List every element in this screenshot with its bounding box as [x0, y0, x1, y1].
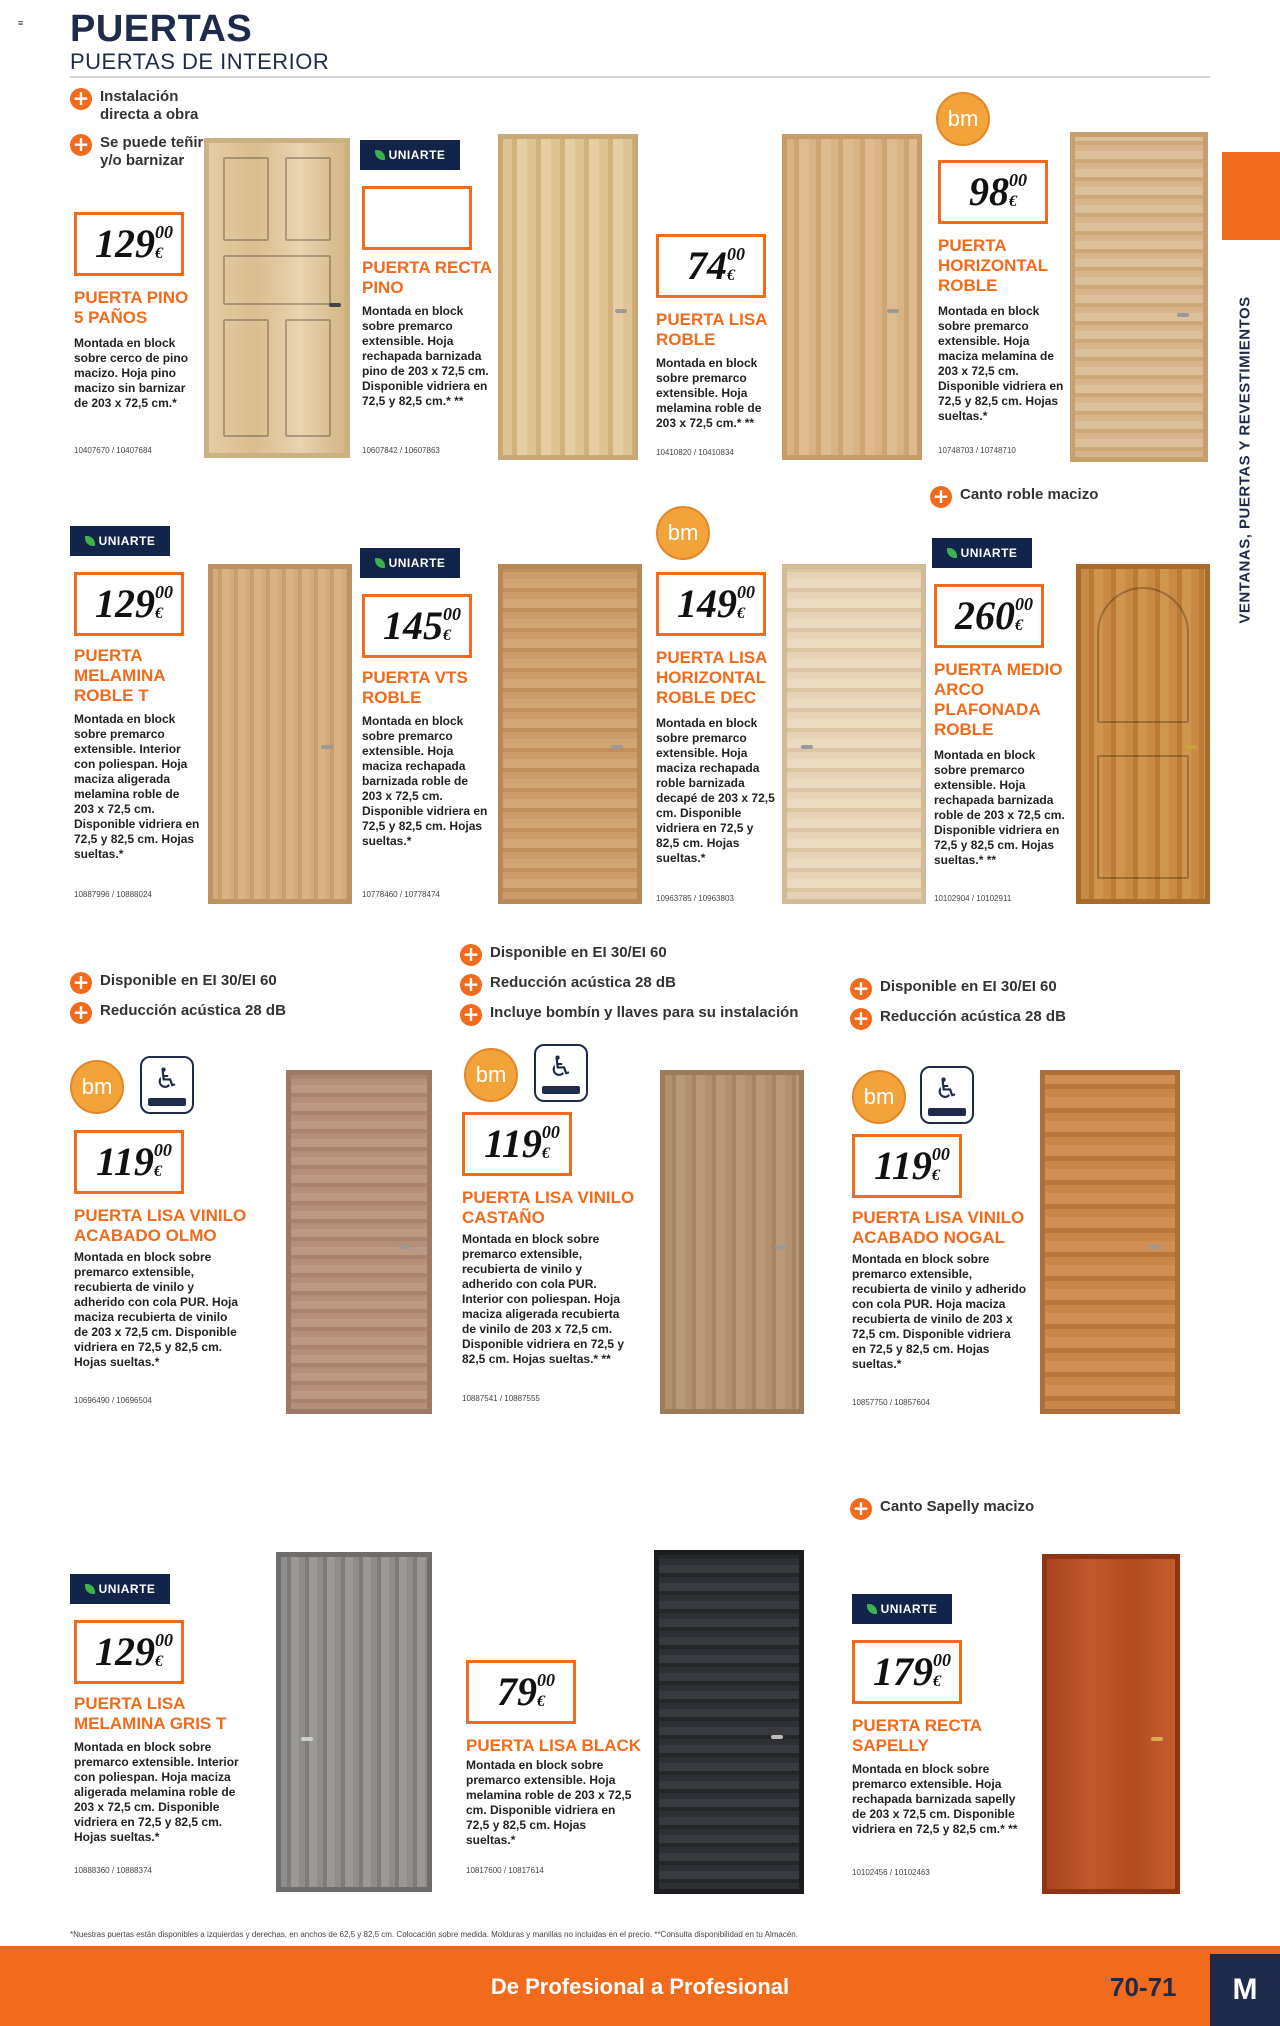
- price-tag: 129 00 €: [74, 1620, 184, 1684]
- door-image-gris: [276, 1552, 432, 1892]
- door-image-lisa-roble: [782, 134, 922, 460]
- price-tag-empty: [362, 186, 472, 250]
- feature-acoustic: + Reducción acústica 28 dB: [460, 974, 820, 996]
- plus-icon: +: [850, 1498, 872, 1520]
- door-panel: [223, 255, 331, 305]
- plus-icon: +: [460, 974, 482, 996]
- price-tag: 119 00 €: [462, 1112, 572, 1176]
- bm-badge: bm: [656, 506, 710, 560]
- product-title: PUERTA LISA VINILO ACABADO OLMO: [74, 1206, 247, 1245]
- page-title: PUERTAS: [70, 8, 253, 50]
- product-reference: 10102456 / 10102463: [852, 1868, 930, 1877]
- door-handle: [1151, 1737, 1163, 1741]
- bm-badge: bm: [852, 1070, 906, 1124]
- feature-instalacion: + Instalación directa a obra: [70, 88, 210, 124]
- product-description: Montada en block sobre premarco extensible, recubierta de vinilo y adherido con cola PUR. Hoja maciza recubierta de vinilo de 203 x 72,5 cm. Disponible vidriera en 72,5 y 82,5 cm. Hojas sueltas.*: [74, 1250, 239, 1369]
- product-title: PUERTA PINO 5 PAÑOS: [74, 288, 189, 327]
- door-image-nogal: [1040, 1070, 1180, 1414]
- door-handle: [801, 745, 813, 749]
- door-image-castano: [660, 1070, 804, 1414]
- product-description: Montada en block sobre premarco extensible. Hoja melamina roble de 203 x 72,5 cm.* **: [656, 356, 762, 430]
- door-panel: [223, 157, 269, 241]
- product-description: Montada en block sobre premarco extensible. Hoja rechapada barnizada pino de 203 x 72,5 cm. Disponible vidriera en 72,5 y 82,5 cm.* **: [362, 304, 489, 408]
- store-logo: M: [1210, 1954, 1280, 2026]
- feature-lock-included: + Incluye bombín y llaves para su instalación: [460, 1004, 820, 1026]
- door-handle: [1185, 745, 1197, 749]
- bm-badge: bm: [70, 1060, 124, 1114]
- plus-icon: +: [70, 88, 92, 110]
- uniarte-badge: UNIARTE: [70, 526, 170, 556]
- product-title: PUERTA VTS ROBLE: [362, 668, 468, 707]
- product-reference: 10407670 / 10407684: [74, 446, 152, 455]
- feature-fire-rating: + Disponible en EI 30/EI 60: [850, 978, 1110, 1000]
- plus-icon: +: [850, 978, 872, 1000]
- page-footer: [0, 1946, 1280, 2026]
- product-description: Montada en block sobre cerco de pino macizo. Hoja pino macizo sin barnizar de 203 x 72,5 cm.*: [74, 336, 189, 410]
- door-handle: [1149, 1245, 1161, 1249]
- plus-icon: +: [70, 972, 92, 994]
- product-description: Montada en block sobre premarco extensible. Interior con poliespan. Hoja maciza aligerada melamina roble de 203 x 72,5 cm. Disponible vidriera en 72,5 y 82,5 cm. Hojas sueltas.*: [74, 712, 200, 861]
- door-panel: [285, 319, 331, 437]
- door-image-melamina-roble: [208, 564, 352, 904]
- door-image-horizontal-roble: [1070, 132, 1208, 462]
- door-image-pino: [204, 138, 350, 458]
- door-image-olmo: [286, 1070, 432, 1414]
- plus-icon: +: [70, 134, 92, 156]
- plus-icon: +: [70, 1002, 92, 1024]
- product-title: PUERTA LISA ROBLE: [656, 310, 767, 349]
- product-reference: 10410820 / 10410834: [656, 448, 734, 457]
- product-title: PUERTA LISA VINILO CASTAÑO: [462, 1188, 635, 1227]
- leaf-icon: [85, 536, 95, 546]
- header-divider: [70, 76, 1210, 78]
- door-image-black: [654, 1550, 804, 1894]
- product-reference: 10778460 / 10778474: [362, 890, 440, 899]
- price-tag: 179 00 €: [852, 1640, 962, 1704]
- uniarte-badge: UNIARTE: [360, 140, 460, 170]
- uniarte-badge: UNIARTE: [852, 1594, 952, 1624]
- product-reference: 10857750 / 10857604: [852, 1398, 930, 1407]
- plus-icon: +: [930, 486, 952, 508]
- product-description: Montada en block sobre premarco extensible. Interior con poliespan. Hoja maciza aligerada melamina roble de 203 x 72,5 cm. Disponible vidriera en 72,5 y 82,5 cm. Hojas sueltas.*: [74, 1740, 239, 1844]
- door-handle: [775, 1245, 787, 1249]
- door-panel: [285, 157, 331, 241]
- product-reference: 10607842 / 10607863: [362, 446, 440, 455]
- feature-acoustic: + Reducción acústica 28 dB: [850, 1008, 1110, 1030]
- uniarte-badge: UNIARTE: [360, 548, 460, 578]
- door-handle: [611, 745, 623, 749]
- page-subtitle: PUERTAS DE INTERIOR: [70, 49, 330, 74]
- door-handle: [1177, 313, 1189, 317]
- product-description: Montada en block sobre premarco extensible. Hoja rechapada barnizada sapelly de 203 x 72,5 cm. Disponible vidriera en 72,5 y 82,5 cm.* **: [852, 1762, 1018, 1836]
- door-handle: [615, 309, 627, 313]
- door-image-sapelly: [1042, 1554, 1180, 1894]
- leaf-icon: [85, 1584, 95, 1594]
- product-title: PUERTA LISA HORIZONTAL ROBLE DEC: [656, 648, 767, 707]
- product-reference: 10963785 / 10963803: [656, 894, 734, 903]
- wheelchair-icon: ♿: [548, 1050, 574, 1083]
- product-title: PUERTA RECTA SAPELLY: [852, 1716, 982, 1755]
- product-title: PUERTA LISA BLACK: [466, 1736, 642, 1755]
- door-image-medio-arco: [1076, 564, 1210, 904]
- door-panel: [1097, 587, 1189, 723]
- accessibility-badge: [140, 1056, 194, 1114]
- corner-menu-icon: ≡: [18, 18, 24, 28]
- product-description: Montada en block sobre premarco extensible. Hoja maciza rechapada barnizada roble de 203 x 72,5 cm. Disponible vidriera en 72,5 y 82,5 cm. Hojas sueltas.*: [362, 714, 488, 848]
- bm-badge: bm: [936, 92, 990, 146]
- plus-icon: +: [460, 1004, 482, 1026]
- feature-fire-rating: + Disponible en EI 30/EI 60: [460, 944, 820, 966]
- price-tag: 149 00 €: [656, 572, 766, 636]
- door-handle: [887, 309, 899, 313]
- page-numbers: 70-71: [1110, 1972, 1177, 2002]
- product-description: Montada en block sobre premarco extensible. Hoja rechapada barnizada roble de 203 x 72,5 cm. Disponible vidriera en 72,5 y 82,5 cm. Hojas sueltas.* **: [934, 748, 1065, 867]
- product-description: Montada en block sobre premarco extensible. Hoja melamina roble de 203 x 72,5 cm. Disponible vidriera en 72,5 y 82,5 cm. Hojas sueltas.*: [466, 1758, 632, 1847]
- product-description: Montada en block sobre premarco extensible, recubierta de vinilo y adherido con cola PUR. Interior con poliespan. Hoja maciza aligerada recubierta de vinilo de 203 x 72,5 cm. Disponible vidriera en 72,5 y 82,5 cm. Hojas sueltas.* **: [462, 1232, 625, 1366]
- product-title: PUERTA LISA VINILO ACABADO NOGAL: [852, 1208, 1025, 1247]
- door-image-vts-roble: [498, 564, 642, 904]
- leaf-icon: [375, 558, 385, 568]
- door-panel: [1097, 755, 1189, 879]
- leaf-icon: [947, 548, 957, 558]
- door-handle: [321, 745, 333, 749]
- door-handle: [399, 1245, 411, 1249]
- feature-acoustic: + Reducción acústica 28 dB: [70, 1002, 330, 1024]
- product-description: Montada en block sobre premarco extensible. Hoja maciza melamina de 203 x 72,5 cm. Disponible vidriera en 72,5 y 82,5 cm. Hojas sueltas.*: [938, 304, 1064, 423]
- door-image-recta-pino: [498, 134, 638, 460]
- product-title: PUERTA HORIZONTAL ROBLE: [938, 236, 1048, 295]
- door-handle: [301, 1737, 313, 1741]
- price-tag: 79 00 €: [466, 1660, 576, 1724]
- product-title: PUERTA MELAMINA ROBLE T: [74, 646, 165, 705]
- door-handle: [771, 1735, 783, 1739]
- page-header: [70, 8, 1210, 78]
- price-tag: 129 00 €: [74, 572, 184, 636]
- price-tag: 129 00 €: [74, 212, 184, 276]
- wheelchair-icon: ♿: [154, 1062, 180, 1095]
- footer-slogan: De Profesional a Profesional: [490, 1974, 790, 1999]
- product-description: Montada en block sobre premarco extensible. Hoja maciza rechapada roble barnizada decapé de 203 x 72,5 cm. Disponible vidriera en 72,5 y 82,5 cm. Hojas sueltas.*: [656, 716, 775, 865]
- feature-canto-sapelly: + Canto Sapelly macizo: [850, 1498, 1110, 1520]
- product-title: PUERTA MEDIO ARCO PLAFONADA ROBLE: [934, 660, 1063, 739]
- product-reference: 10888360 / 10888374: [74, 1866, 152, 1875]
- product-reference: 10887541 / 10887555: [462, 1394, 540, 1403]
- leaf-icon: [867, 1604, 877, 1614]
- door-image-horizontal-dec: [782, 564, 926, 904]
- price-tag: 260 00 €: [934, 584, 1044, 648]
- price-tag: 119 00 €: [74, 1130, 184, 1194]
- accessibility-badge: [920, 1066, 974, 1124]
- product-reference: 10696490 / 10696504: [74, 1396, 152, 1405]
- section-tab: [1222, 152, 1280, 240]
- product-reference: 10102904 / 10102911: [934, 894, 1012, 903]
- product-reference: 10887996 / 10888024: [74, 890, 152, 899]
- section-label: VENTANAS, PUERTAS Y REVESTIMIENTOS: [1236, 296, 1254, 624]
- feature-tenir: + Se puede teñir y/o barnizar: [70, 134, 210, 170]
- uniarte-badge: UNIARTE: [70, 1574, 170, 1604]
- feature-fire-rating: + Disponible en EI 30/EI 60: [70, 972, 330, 994]
- product-reference: 10748703 / 10748710: [938, 446, 1016, 455]
- bm-badge: bm: [464, 1048, 518, 1102]
- price-tag: 74 00 €: [656, 234, 766, 298]
- wheelchair-icon: ♿: [934, 1072, 960, 1105]
- feature-canto-roble: + Canto roble macizo: [930, 486, 1190, 508]
- product-description: Montada en block sobre premarco extensible, recubierta de vinilo y adherido con cola PUR. Hoja maciza recubierta de vinilo de 203 x 72,5 cm. Disponible vidriera en 72,5 y 82,5 cm. Hojas sueltas.*: [852, 1252, 1027, 1371]
- product-title: PUERTA RECTA PINO: [362, 258, 492, 297]
- price-tag: 119 00 €: [852, 1134, 962, 1198]
- product-title: PUERTA LISA MELAMINA GRIS T: [74, 1694, 227, 1733]
- price-tag: 145 00 €: [362, 594, 472, 658]
- product-reference: 10817600 / 10817614: [466, 1866, 544, 1875]
- plus-icon: +: [460, 944, 482, 966]
- accessibility-badge: [534, 1044, 588, 1102]
- uniarte-badge: UNIARTE: [932, 538, 1032, 568]
- footnote: *Nuestras puertas están disponibles a izquierdas y derechas, en anchos de 62,5 y 82,5 cm. Colocación sobre medida. Molduras y manillas no incluidas en el precio. **Consulta disponibilidad en tu Almacén.: [70, 1930, 798, 1939]
- door-handle: [329, 303, 341, 307]
- plus-icon: +: [850, 1008, 872, 1030]
- door-panel: [223, 319, 269, 437]
- price-tag: 98 00 €: [938, 160, 1048, 224]
- leaf-icon: [375, 150, 385, 160]
